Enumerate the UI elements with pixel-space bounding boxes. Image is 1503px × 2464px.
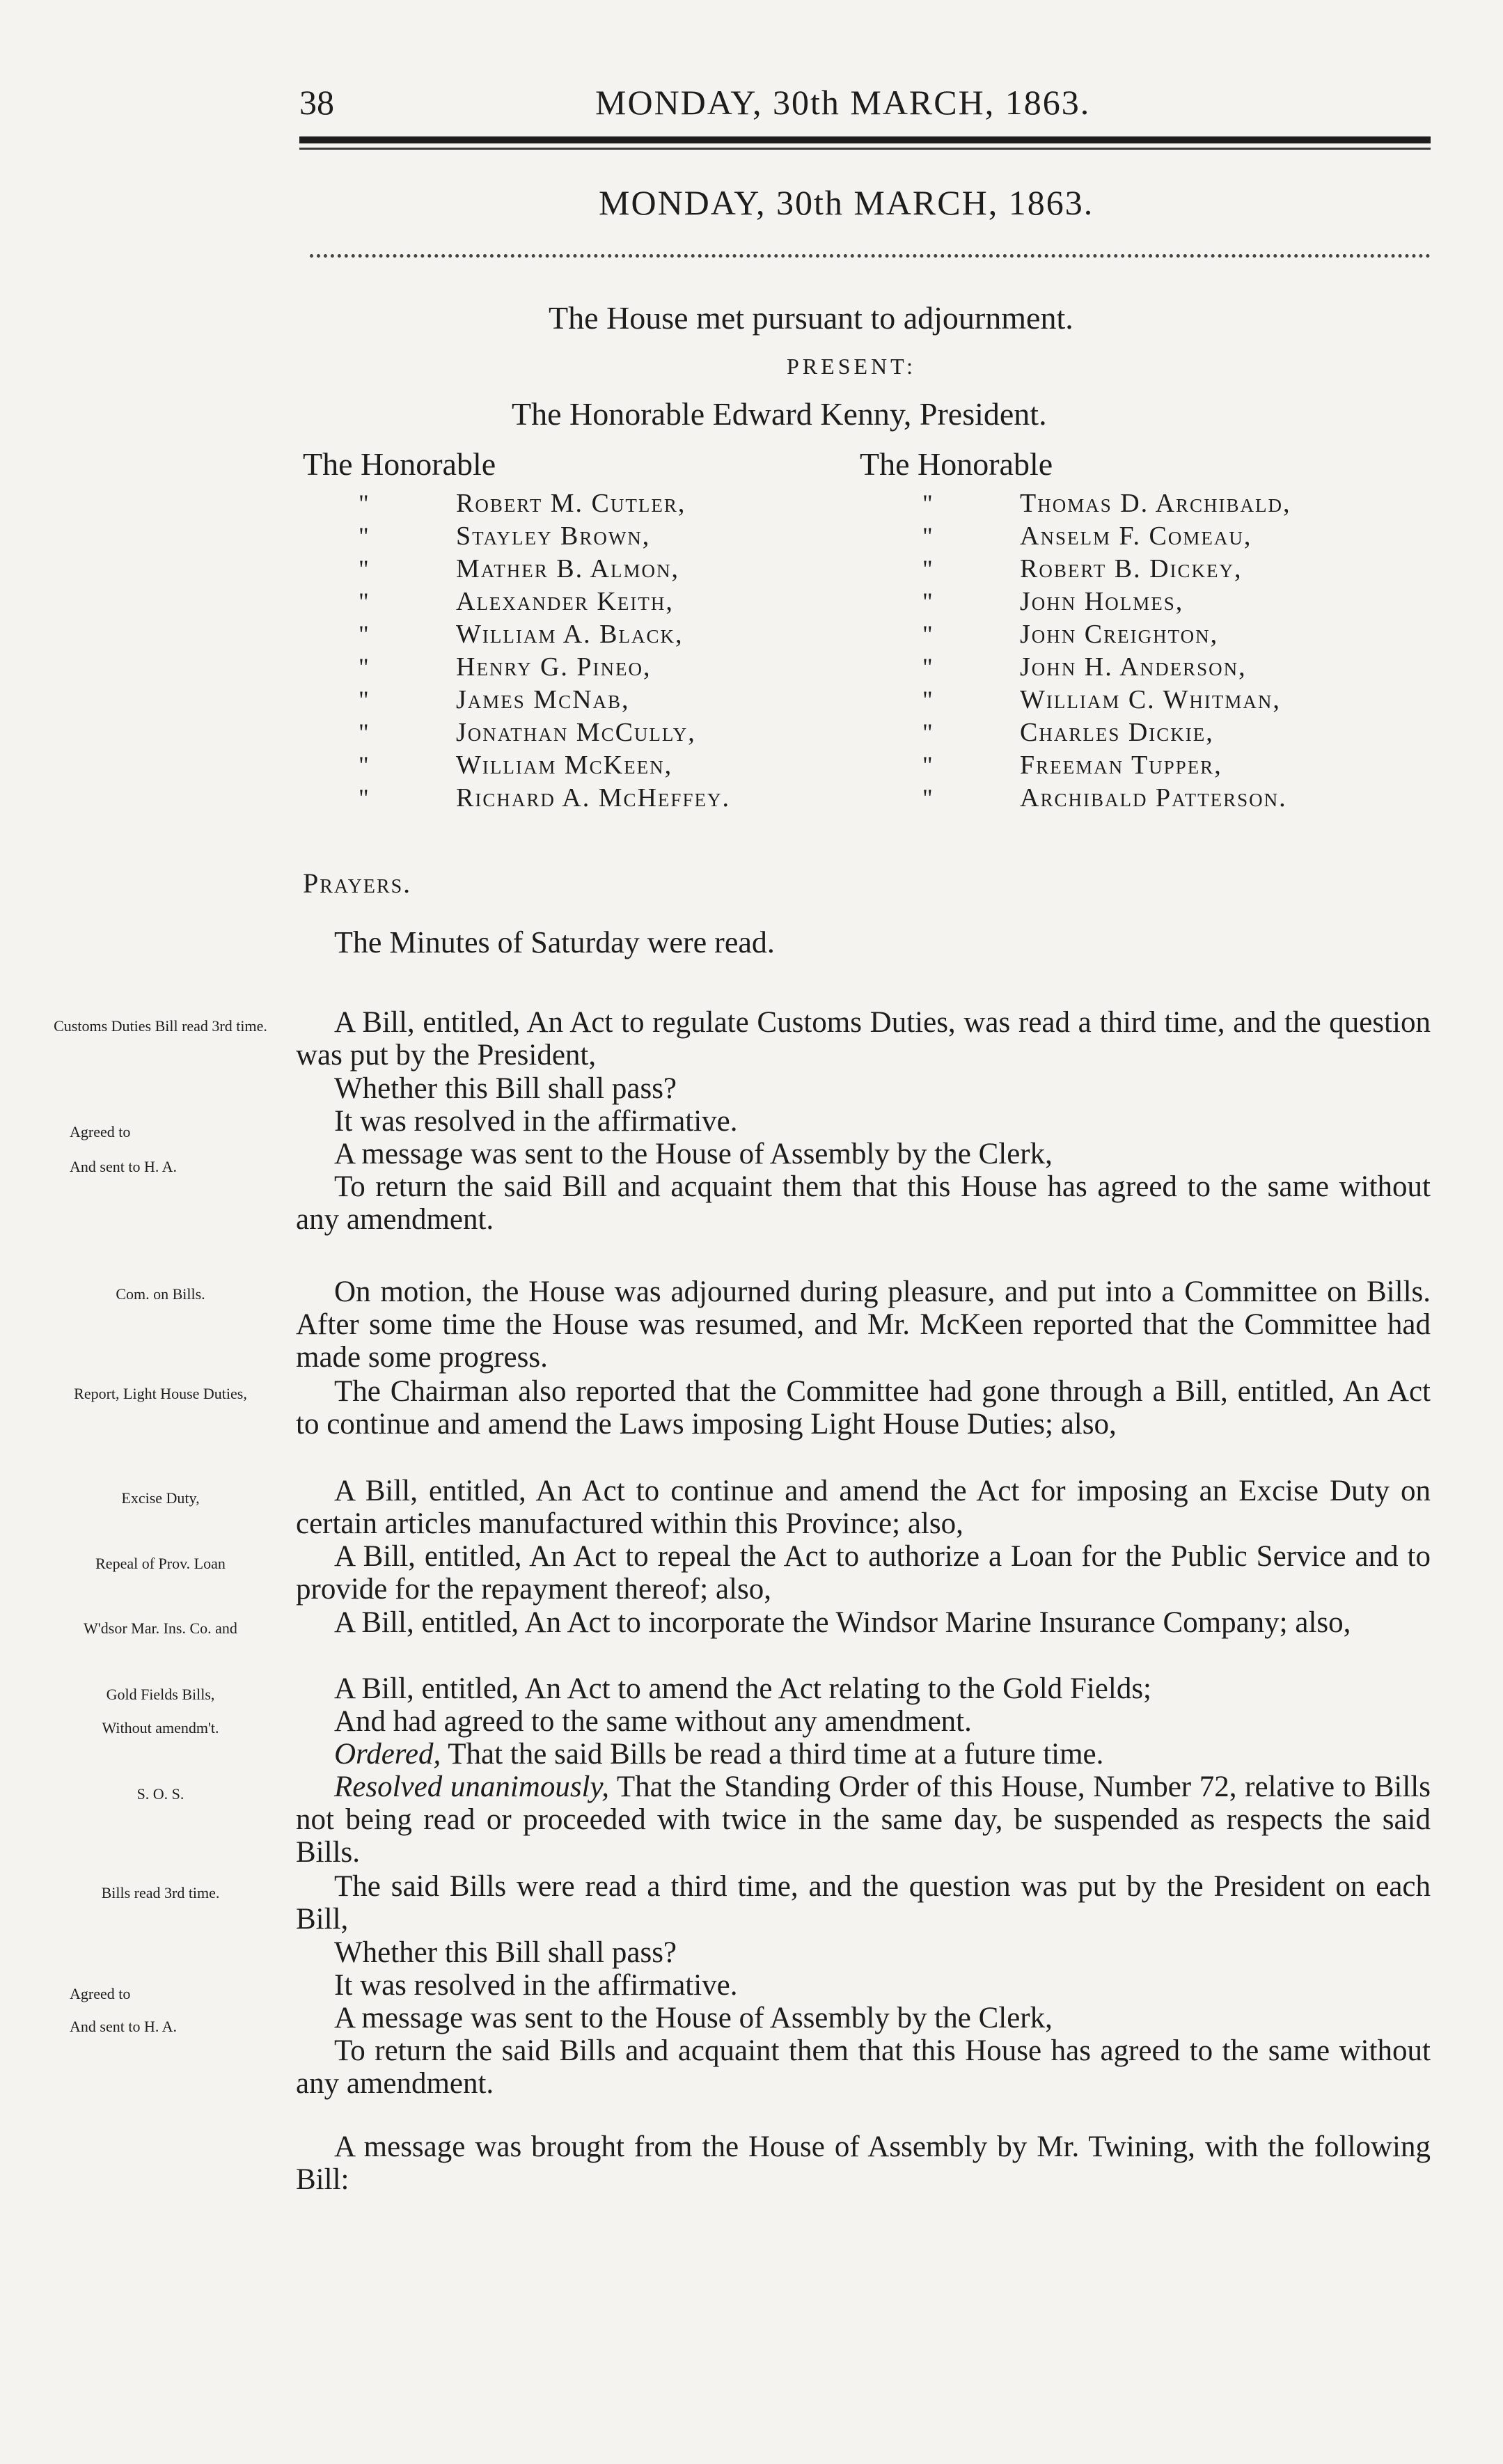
member-name: Richard A. McHeffey. — [456, 783, 730, 813]
member-name: James McNab, — [456, 685, 630, 714]
margin-note-sent-2: And sent to H. A. — [70, 2018, 177, 2035]
margin-note-bills-third: Bills read 3rd time. — [101, 1884, 220, 1901]
member-right-2 — [922, 553, 1291, 586]
ditto-mark: " — [922, 653, 934, 681]
ditto-mark: " — [359, 555, 370, 583]
member-name: Anselm F. Comeau, — [1020, 521, 1252, 551]
member-name: Robert M. Cutler, — [456, 489, 686, 518]
member-left-1 — [359, 520, 730, 553]
ordered-label: Ordered, — [334, 1738, 441, 1771]
para-chairman: The Chairman also reported that the Committee had gone through a Bill, entitled, An Act to continue and amend the Laws imposing Light House Duties; also, — [296, 1375, 1431, 1441]
minutes-read-line: The Minutes of Saturday were read. — [334, 925, 775, 959]
resolved-text: That the Standing Order of this House, Number 72, relative to Bills not being read or proceeded with twice in the same day, be suspended as respects the said Bills. — [296, 1771, 1431, 1869]
ditto-mark: " — [922, 588, 934, 615]
member-name: Mather B. Almon, — [456, 554, 679, 583]
member-name: Robert B. Dickey, — [1020, 554, 1243, 583]
para-motion: On motion, the House was adjourned during pleasure, and put into a Committee on Bills. After some time the House was resumed, and Mr. McKeen reported that the Committee had made some progress. — [296, 1276, 1431, 1374]
ditto-mark: " — [922, 522, 934, 550]
header-rule-thick — [299, 136, 1431, 143]
member-right-0 — [922, 487, 1291, 520]
para-excise: A Bill, entitled, An Act to continue and amend the Act for imposing an Excise Duty on certain articles manufactured within this Province; also, — [296, 1475, 1431, 1541]
member-left-2 — [359, 553, 730, 586]
margin-note-gold-fields: Gold Fields Bills, — [106, 1686, 215, 1703]
member-name: Charles Dickie, — [1020, 718, 1214, 747]
para-third-time: The said Bills were read a third time, and the question was put by the President on each Bill, — [296, 1870, 1431, 1936]
left-column-heading: The Honorable — [303, 446, 496, 482]
right-column-heading: The Honorable — [860, 446, 1053, 482]
para-customs-bill: A Bill, entitled, An Act to regulate Customs Duties, was read a third time, and the question was put by the President, — [296, 1006, 1431, 1072]
member-right-7 — [922, 716, 1291, 749]
present-label: PRESENT: — [787, 354, 916, 379]
ditto-mark: " — [359, 784, 370, 812]
margin-note-light-house: Report, Light House Duties, — [74, 1385, 247, 1402]
member-name: William C. Whitman, — [1020, 685, 1281, 714]
margin-note-sos: S. O. S. — [136, 1785, 184, 1803]
date-heading: MONDAY, 30th MARCH, 1863. — [599, 183, 1094, 222]
margin-note-sent: And sent to H. A. — [70, 1158, 177, 1175]
resolved-label: Resolved unanimously, — [334, 1771, 609, 1803]
member-right-9 — [922, 782, 1291, 815]
margin-note-windsor: W'dsor Mar. Ins. Co. and — [84, 1619, 237, 1637]
margin-note-agreed-2: Agreed to — [70, 1985, 131, 2002]
ditto-mark: " — [359, 489, 370, 517]
member-left-8 — [359, 749, 730, 782]
member-left-3 — [359, 586, 730, 618]
member-right-8 — [922, 749, 1291, 782]
member-left-7 — [359, 716, 730, 749]
member-name: William A. Black, — [456, 620, 684, 649]
member-name: John H. Anderson, — [1020, 652, 1247, 682]
member-name: John Creighton, — [1020, 620, 1219, 649]
members-right-column — [922, 487, 1291, 815]
member-name: Archibald Patterson. — [1020, 783, 1287, 813]
margin-note-customs: Customs Duties Bill read 3rd time. — [54, 1017, 267, 1035]
member-left-4 — [359, 618, 730, 651]
ditto-mark: " — [359, 522, 370, 550]
ditto-mark: " — [922, 719, 934, 746]
prayers-heading: Prayers. — [303, 868, 412, 899]
para-whether-2: Whether this Bill shall pass? — [334, 1936, 677, 1969]
ditto-mark: " — [922, 489, 934, 517]
para-message-2: A message was sent to the House of Assembly by the Clerk, — [334, 2002, 1053, 2034]
member-left-0 — [359, 487, 730, 520]
ditto-mark: " — [359, 686, 370, 714]
member-name: Thomas D. Archibald, — [1020, 489, 1291, 518]
member-name: John Holmes, — [1020, 587, 1184, 616]
margin-note-com-bills: Com. on Bills. — [116, 1285, 205, 1303]
member-right-3 — [922, 586, 1291, 618]
margin-note-repeal-loan: Repeal of Prov. Loan — [95, 1555, 226, 1572]
para-message-1: A message was sent to the House of Assembly by the Clerk, — [334, 1138, 1053, 1170]
margin-note-without-amendment: Without amendm't. — [102, 1719, 219, 1736]
member-name: Jonathan McCully, — [456, 718, 696, 747]
ditto-mark: " — [359, 719, 370, 746]
para-return-1: To return the said Bill and acquaint them that this House has agreed to the same without any amendment. — [296, 1170, 1431, 1237]
margin-note-excise: Excise Duty, — [121, 1489, 200, 1507]
ordered-text: That the said Bills be read a third time at a future time. — [448, 1738, 1104, 1771]
ditto-mark: " — [922, 620, 934, 648]
member-name: Stayley Brown, — [456, 521, 651, 551]
margin-note-agreed: Agreed to — [70, 1123, 131, 1140]
ditto-mark: " — [359, 751, 370, 779]
member-name: Alexander Keith, — [456, 587, 674, 616]
ditto-mark: " — [359, 653, 370, 681]
member-name: William McKeen, — [456, 751, 673, 780]
member-right-5 — [922, 651, 1291, 684]
para-resolved-2: It was resolved in the affirmative. — [334, 1969, 738, 2002]
member-right-4 — [922, 618, 1291, 651]
ditto-mark: " — [922, 751, 934, 779]
member-name: Henry G. Pineo, — [456, 652, 652, 682]
member-left-6 — [359, 684, 730, 716]
para-ordered — [296, 1738, 1431, 1771]
para-agreed-without: And had agreed to the same without any amendment. — [334, 1705, 972, 1738]
dotted-rule — [310, 254, 1431, 258]
page-number: 38 — [299, 83, 334, 122]
member-right-6 — [922, 684, 1291, 716]
member-right-1 — [922, 520, 1291, 553]
para-gold-fields: A Bill, entitled, An Act to amend the Act relating to the Gold Fields; — [334, 1672, 1151, 1705]
member-left-5 — [359, 651, 730, 684]
opening-line: The House met pursuant to adjournment. — [549, 300, 1073, 336]
header-rule-thin — [299, 148, 1431, 150]
ditto-mark: " — [359, 588, 370, 615]
para-repeal: A Bill, entitled, An Act to repeal the Act to authorize a Loan for the Public Service and to provide for the repayment thereof; also, — [296, 1540, 1431, 1606]
ditto-mark: " — [359, 620, 370, 648]
ditto-mark: " — [922, 686, 934, 714]
running-head: MONDAY, 30th MARCH, 1863. — [595, 83, 1091, 122]
para-windsor: A Bill, entitled, An Act to incorporate the Windsor Marine Insurance Company; also, — [334, 1606, 1351, 1639]
president-line: The Honorable Edward Kenny, President. — [512, 396, 1047, 432]
member-name: Freeman Tupper, — [1020, 751, 1222, 780]
ditto-mark: " — [922, 784, 934, 812]
ditto-mark: " — [922, 555, 934, 583]
members-left-column — [359, 487, 730, 815]
para-resolved-unanimously — [296, 1771, 1431, 1869]
para-resolved-1: It was resolved in the affirmative. — [334, 1105, 738, 1138]
para-return-2: To return the said Bills and acquaint them that this House has agreed to the same without any amendment. — [296, 2034, 1431, 2101]
para-twining: A message was brought from the House of Assembly by Mr. Twining, with the following Bill: — [296, 2131, 1431, 2197]
para-whether-1: Whether this Bill shall pass? — [334, 1072, 677, 1105]
member-left-9 — [359, 782, 730, 815]
